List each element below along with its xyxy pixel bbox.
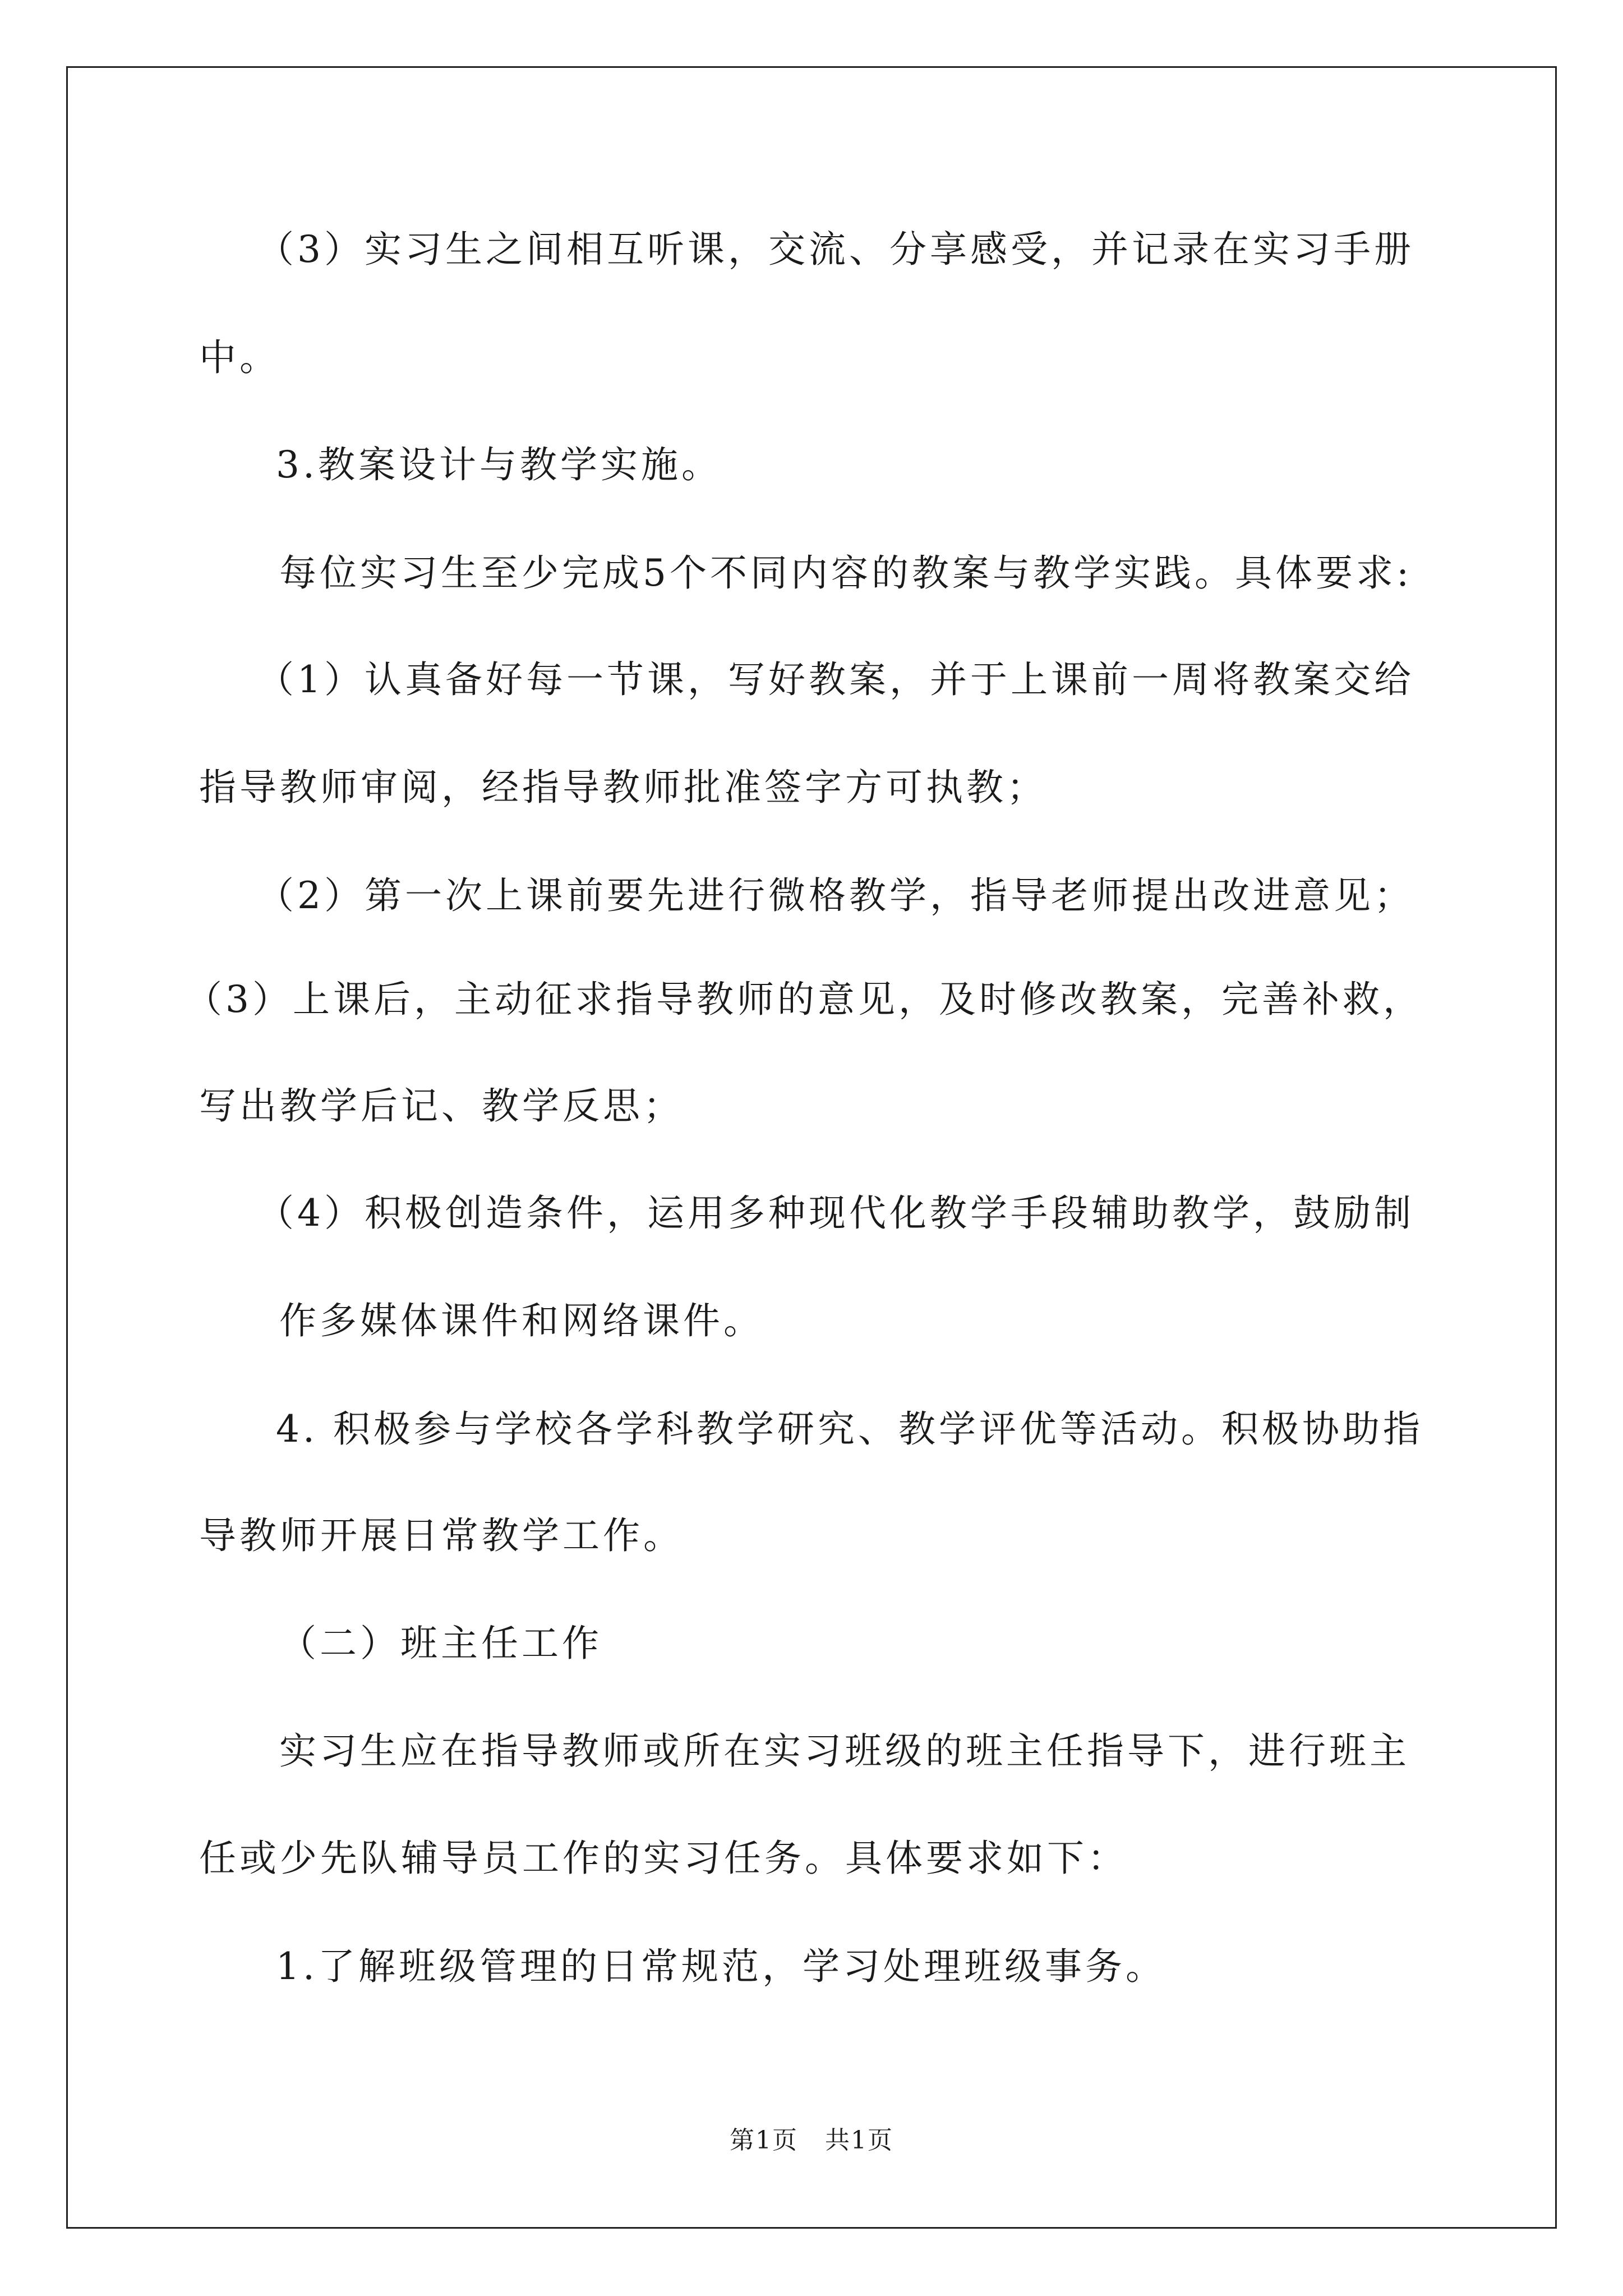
section-heading-3: 3.教案设计与教学实施。 <box>276 443 722 486</box>
paragraph-line-15: 实习生应在指导教师或所在实习班级的班主任指导下，进行班主 <box>279 1729 1410 1773</box>
page-border <box>66 66 1557 2229</box>
paragraph-line-6: 指导教师审阅，经指导教师批准签字方可执教； <box>199 766 1047 809</box>
paragraph-line-12: 4. 积极参与学校各学科教学研究、教学评优等活动。积极协助指 <box>276 1407 1423 1451</box>
paragraph-line-5: （1）认真备好每一节课，写好教案，并于上课前一周将教案交给 <box>257 658 1414 701</box>
section-heading-14: （二）班主任工作 <box>279 1622 602 1665</box>
paragraph-line-16: 任或少先队辅导员工作的实习任务。具体要求如下： <box>199 1837 1128 1880</box>
paragraph-line-11: 作多媒体课件和网络课件。 <box>279 1299 764 1342</box>
paragraph-line-9: 写出教学后记、教学反思； <box>199 1084 684 1128</box>
paragraph-line-2: 中。 <box>199 336 280 379</box>
paragraph-line-13: 导教师开展日常教学工作。 <box>199 1514 684 1557</box>
paragraph-line-17: 1.了解班级管理的日常规范，学习处理班级事务。 <box>276 1945 1166 1988</box>
page-footer: 第1页 共1页 <box>730 2126 893 2155</box>
paragraph-line-4: 每位实习生至少完成5个不同内容的教案与教学实践。具体要求: <box>279 551 1413 595</box>
paragraph-line-10: （4）积极创造条件，运用多种现代化教学手段辅助教学，鼓励制 <box>257 1191 1414 1235</box>
paragraph-line-8: （3）上课后，主动征求指导教师的意见，及时修改教案，完善补救， <box>185 978 1423 1021</box>
paragraph-line-1: （3）实习生之间相互听课，交流、分享感受，并记录在实习手册 <box>257 228 1414 271</box>
paragraph-line-7: （2）第一次上课前要先进行微格教学，指导老师提出改进意见； <box>257 874 1414 917</box>
